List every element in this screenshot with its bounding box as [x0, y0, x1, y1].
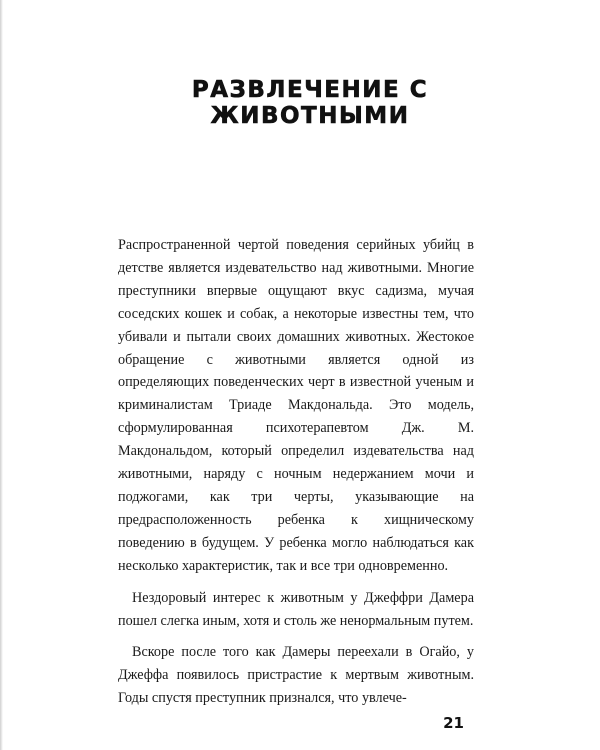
- chapter-title: РАЗВЛЕЧЕНИЕ С ЖИВОТНЫМИ: [191, 77, 429, 130]
- page-edge-shadow: [0, 0, 3, 750]
- body-text: [118, 234, 474, 719]
- paragraph-2: Нездоровый интерес к животным у Джеффри Дамера пошел слегка иным, хотя и столь же ненормальным путем.: [118, 589, 474, 629]
- paragraph-1: Распространенной чертой поведения серийных убийц в детстве является издевательство над животными. Многие преступники впервые ощущают вкус садизма, мучая соседских кошек и собак, а некоторые известны тем, что убивали и пытали своих домашних животных. Жестокое обращение с животными является одной из определяющих поведенческих черт в известной ученым и криминалистам Триаде Макдональда. Это модель, сформулированная психотерапевтом Дж. М. Макдональдом, который определил издевательства над животными, наряду с ночным недержанием мочи и поджогами, как три черты, указывающие на предрасположенность ребенка к хищническому поведению в будущем. У ребенка могло наблюдаться как несколько характеристик, так и все три одновременно.: [118, 237, 474, 574]
- page-number: 21: [443, 714, 464, 732]
- paragraph-3: Вскоре после того как Дамеры переехали в Огайо, у Джеффа появилось пристрастие к мертвым животным. Годы спустя преступник признался, что увлече-: [118, 644, 474, 707]
